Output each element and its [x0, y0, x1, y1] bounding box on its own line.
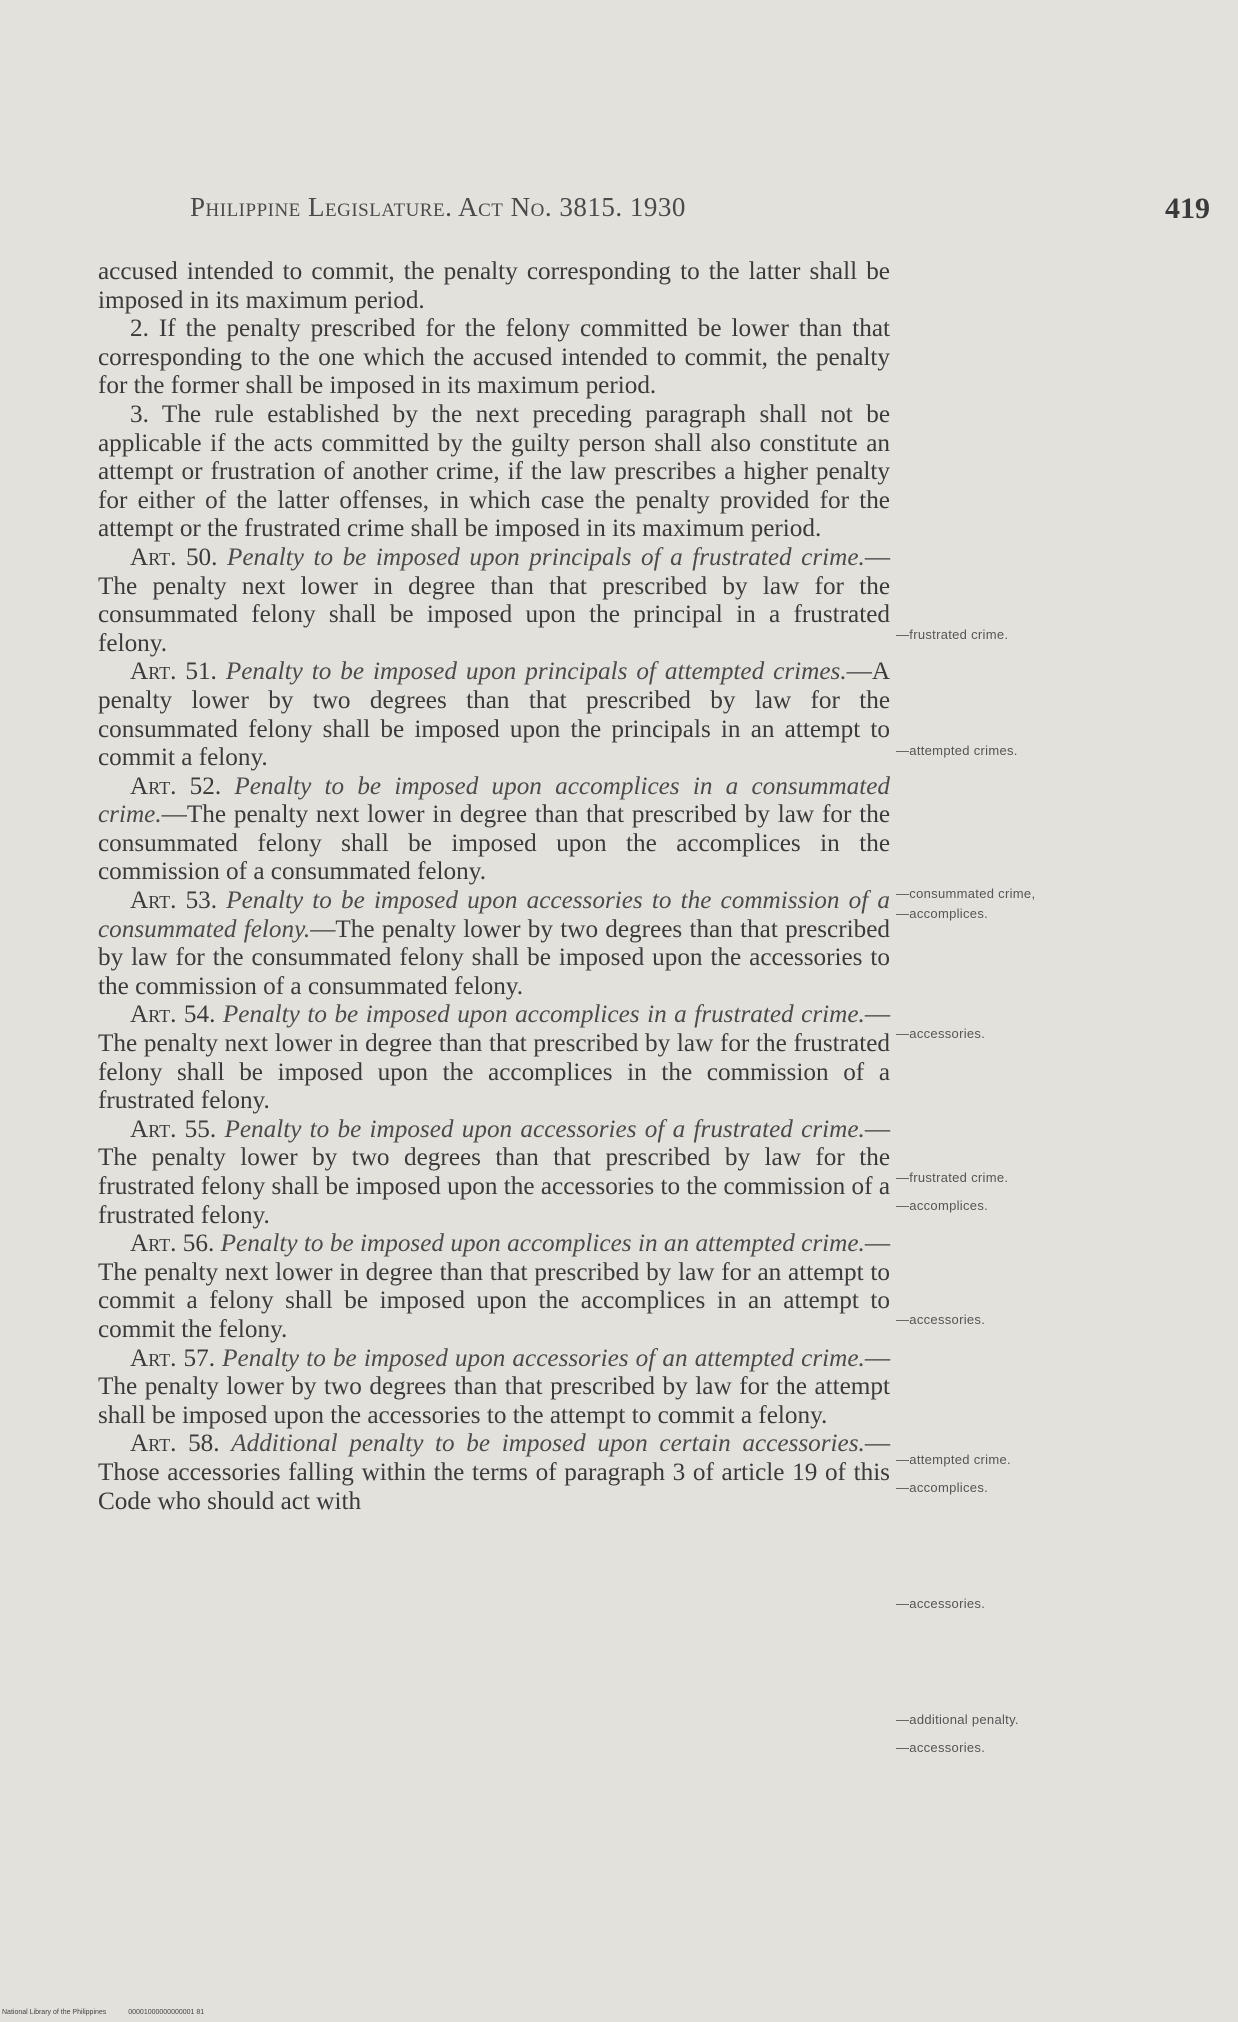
article-56: [98, 1230, 890, 1344]
article-55: [98, 1116, 890, 1230]
article-53: [98, 887, 890, 1001]
margin-note: —additional penalty.: [896, 1712, 1019, 1727]
article-text: —The penalty lower by two degrees than that prescribed by law for the attempt shall be imposed upon the accessories to the attempt to commit a felony.: [98, 1344, 890, 1429]
article-text: —The penalty lower by two degrees than that prescribed by law for the frustrated felony shall be imposed upon the accessories to the commission of a frustrated felony.: [98, 1115, 891, 1229]
paragraph: accused intended to commit, the penalty corresponding to the latter shall be imposed in its maximum period.: [98, 258, 890, 314]
footer-identifier: 00001000000000001 81: [128, 2009, 205, 2016]
margin-note: —accomplices.: [896, 1198, 989, 1213]
article-label: Art. 50.: [130, 543, 218, 571]
article-label: Art. 51.: [130, 658, 217, 686]
article-label: Art. 52.: [130, 772, 222, 800]
article-title: Additional penalty to be imposed upon certain accessories.: [231, 1430, 865, 1458]
article-54: [98, 1001, 890, 1115]
article-58: [98, 1430, 890, 1516]
margin-note: —attempted crimes.: [896, 743, 1018, 758]
margin-note: —accomplices.: [896, 1480, 989, 1495]
article-text: —A penalty lower by two degrees than that prescribed by law for the consummated felony shall be imposed upon the principals in an attempt to commit a felony.: [98, 658, 891, 772]
running-head: Philippine Legislature. Act No. 3815. 1930: [190, 192, 686, 222]
margin-note: —attempted crime.: [896, 1452, 1011, 1467]
margin-note: —accessories.: [896, 1596, 986, 1611]
margin-note: —frustrated crime.: [896, 627, 1009, 642]
page-header: [100, 192, 1210, 242]
body-text: [98, 258, 890, 1516]
paragraph: 2. If the penalty prescribed for the felony committed be lower than that corresponding to the one which the accused intended to commit, the penalty for the former shall be imposed in its maximum period.: [98, 315, 890, 400]
article-text: —The penalty next lower in degree than that prescribed by law for the consummated felony shall be imposed upon the accomplices in the commission of a consummated felony.: [98, 801, 890, 886]
article-57: [98, 1345, 890, 1431]
article-text: —Those accessories falling within the terms of paragraph 3 of article 19 of this Code who should act with: [98, 1430, 890, 1515]
margin-note: —accessories.: [896, 1026, 986, 1041]
footer-library: National Library of the Philippines: [2, 2009, 107, 2016]
article-title: Penalty to be imposed upon accomplices in a frustrated crime.: [222, 1001, 865, 1029]
article-52: [98, 773, 890, 887]
scan-footer: [2, 2009, 224, 2016]
article-title: Penalty to be imposed upon accessories of an attempted crime.: [222, 1344, 865, 1372]
article-title: Penalty to be imposed upon accomplices in an attempted crime.: [220, 1230, 865, 1258]
article-title: Penalty to be imposed upon principals of a frustrated crime.: [226, 543, 865, 571]
article-text: —The penalty next lower in degree than that prescribed by law for the frustrated felony shall be imposed upon the accomplices in the commission of a frustrated felony.: [98, 1001, 890, 1115]
margin-note: —consummated crime,: [896, 886, 1036, 901]
article-text: —The penalty lower by two degrees than that prescribed by law for the consummated felony shall be imposed upon the accessories to the commission of a consummated felony.: [98, 915, 890, 1000]
article-title: Penalty to be imposed upon accessories to the commission of a consummated felony.: [98, 887, 890, 943]
paragraph: 3. The rule established by the next preceding paragraph shall not be applicable if the acts committed by the guilty person shall also constitute an attempt or frustration of another crime, if the law prescribes a higher penalty for either of the latter offenses, in which case the penalty provided for the attempt or the frustrated crime shall be imposed in its maximum period.: [98, 400, 890, 543]
article-title: Penalty to be imposed upon principals of attempted crimes.: [225, 658, 847, 686]
margin-note: —accomplices.: [896, 906, 989, 921]
article-label: Art. 53.: [130, 887, 218, 915]
margin-note: —accessories.: [896, 1740, 986, 1755]
margin-note: —accessories.: [896, 1312, 986, 1327]
article-text: —The penalty next lower in degree than that prescribed by law for the consummated felony shall be imposed upon the principal in a frustrated felony.: [98, 543, 890, 657]
margin-note: —frustrated crime.: [896, 1170, 1009, 1185]
article-text: —The penalty next lower in degree than that prescribed by law for an attempt to commit a felony shall be imposed upon the accomplices in an attempt to commit the felony.: [98, 1230, 890, 1343]
article-title: Penalty to be imposed upon accessories of a frustrated crime.: [224, 1115, 865, 1143]
article-title: Penalty to be imposed upon accomplices in a consummated crime.: [98, 772, 890, 829]
article-50: [98, 544, 890, 658]
article-label: Art. 56.: [130, 1230, 215, 1258]
article-51: [98, 658, 890, 772]
article-label: Art. 57.: [130, 1344, 216, 1372]
article-label: Art. 55.: [130, 1115, 217, 1143]
page-number: 419: [1165, 192, 1210, 225]
article-label: Art. 58.: [130, 1430, 220, 1458]
article-label: Art. 54.: [130, 1001, 216, 1029]
